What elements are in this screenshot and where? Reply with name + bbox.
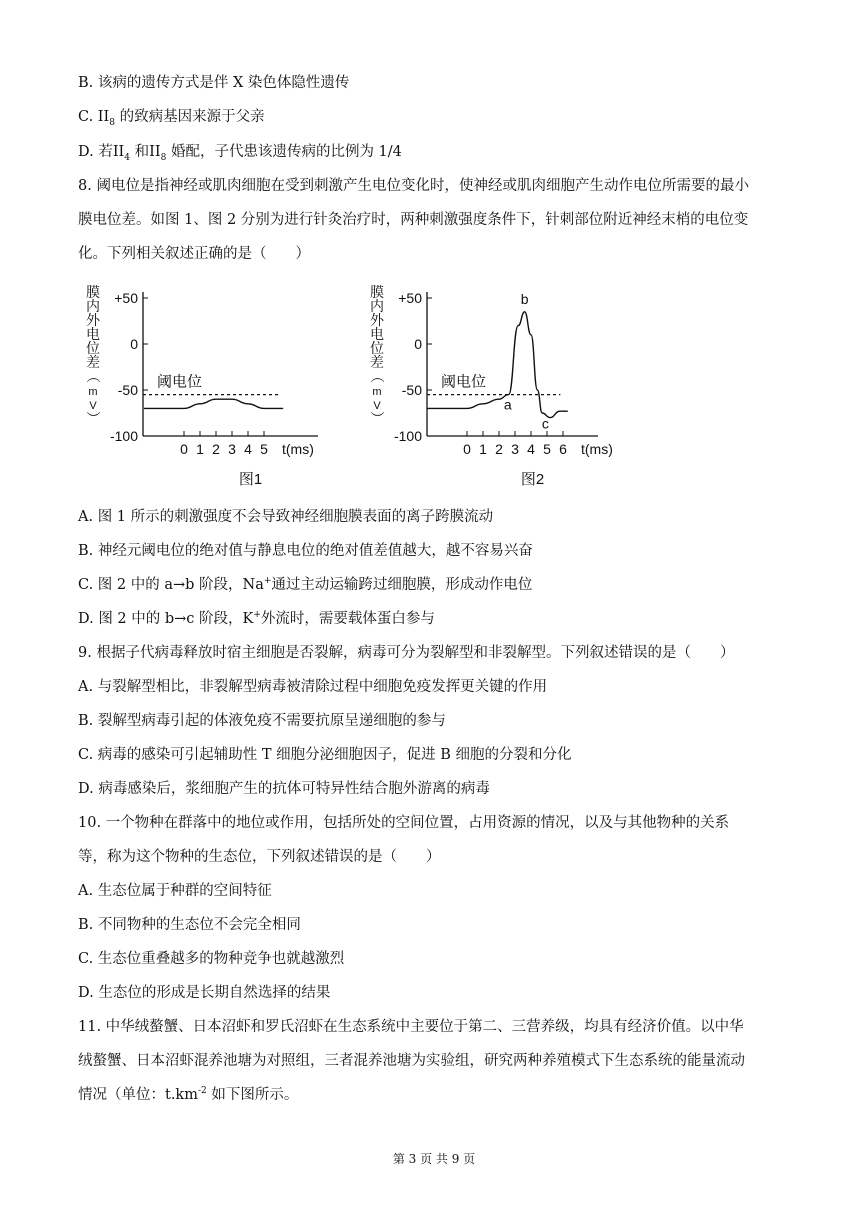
x-tick-label: 4 [527,441,535,457]
figure-caption: 图1 [238,471,263,488]
option-d-q9: D. 病毒感染后，浆细胞产生的抗体可特异性结合胞外游离的病毒 [78,781,490,797]
option-a-q10: A. 生态位属于种群的空间特征 [78,883,272,899]
y-axis-label-char: （ [369,369,385,383]
point-label-b: b [520,290,529,307]
option-c-q10: C. 生态位重叠越多的物种竞争也就越激烈 [78,951,345,967]
y-axis-label-char: 内 [370,298,384,314]
question-9: 9. 根据子代病毒释放时宿主细胞是否裂解，病毒可分为裂解型和非裂解型。下列叙述错误的是（ ） [78,645,735,661]
y-axis-label-char: 膜 [370,284,384,300]
y-axis-label-char: 差 [86,354,100,370]
option-a-q8: A. 图 1 所示的刺激强度不会导致神经细胞膜表面的离子跨膜流动 [78,509,494,525]
y-axis-label-char: （ [85,369,101,383]
subscript: 8 [160,152,167,163]
figure-caption: 图2 [520,471,545,488]
option-b-q10: B. 不同物种的生态位不会完全相同 [78,917,301,933]
question-8-line3: 化。下列相关叙述正确的是（ ） [78,246,310,262]
y-axis-label-char: 位 [370,340,384,356]
text: 如下图所示。 [206,1087,299,1103]
text: 和II [130,144,161,160]
x-tick-label: 5 [260,441,268,457]
y-tick-label: -100 [393,428,422,444]
y-axis-label-char: V [373,400,381,412]
y-axis-label-char: m [372,386,382,398]
y-axis-label-char: 外 [370,312,384,328]
y-axis-label-char: m [88,386,98,398]
x-unit-label: t(ms) [581,441,613,457]
option-d-q8 [78,609,435,629]
x-tick-label: 0 [180,441,188,457]
x-tick-label: 1 [196,441,204,457]
y-axis-label-char: 电 [86,326,100,342]
x-tick-label: 2 [495,441,503,457]
superscript: + [253,610,261,621]
x-tick-label: 4 [244,441,252,457]
text: C. II [78,109,110,125]
x-tick-label: 0 [463,441,471,457]
y-axis-label-char: 外 [86,312,100,328]
question-8-line2: 膜电位差。如图 1、图 2 分别为进行针灸治疗时，两种刺激强度条件下，针刺部位附近神经末梢的电位变 [78,212,749,228]
y-axis-label-char: 位 [86,340,100,356]
question-11-line2: 绒螯蟹、日本沼虾混养池塘为对照组，三者混养池塘为实验组，研究两种养殖模式下生态系统的能量流动 [78,1053,745,1069]
threshold-label: 阈电位 [157,373,203,391]
option-b-q9: B. 裂解型病毒引起的体液免疫不需要抗原呈递细胞的参与 [78,713,446,729]
y-tick-label: 0 [414,336,422,352]
y-axis-label-char: 内 [86,298,100,314]
option-d-q10: D. 生态位的形成是长期自然选择的结果 [78,985,331,1001]
y-tick-label: +50 [398,290,422,306]
point-label-a: a [503,396,512,413]
y-tick-label: +50 [114,290,138,306]
x-tick-label: 3 [228,441,236,457]
x-tick-label: 3 [511,441,519,457]
y-axis-label-char: ） [85,411,101,425]
option-a-q9: A. 与裂解型相比，非裂解型病毒被清除过程中细胞免疫发挥更关键的作用 [78,679,548,695]
potential-curve [144,399,283,408]
option-c-q9: C. 病毒的感染可引起辅助性 T 细胞分泌细胞因子，促进 B 细胞的分裂和分化 [78,747,572,763]
text: 外流时，需要载体蛋白参与 [260,611,435,627]
question-8-line1: 8. 阈电位是指神经或肌肉细胞在受到刺激产生电位变化时，使神经或肌肉细胞产生动作电位所需要的最小 [78,178,749,194]
y-axis-label-char: 电 [370,326,384,342]
question-11-line3 [78,1085,298,1105]
y-axis-label-char: 差 [370,354,384,370]
text: 通过主动运输跨过细胞膜，形成动作电位 [271,577,533,593]
text: 婚配，子代患该遗传病的比例为 1/4 [166,144,402,160]
text: C. 图 2 中的 a→b 阶段，Na [78,577,264,593]
subscript: 4 [124,152,131,163]
y-tick-label: -50 [117,382,138,398]
text: D. 图 2 中的 b→c 阶段，K [78,611,254,627]
y-axis-label-char: V [89,400,97,412]
question-10-line1: 10. 一个物种在群落中的地位或作用，包括所处的空间位置，占用资源的情况，以及与其他物种的关系 [78,815,730,831]
y-tick-label: 0 [130,336,138,352]
y-axis-label-char: ） [369,411,385,425]
y-tick-label: -100 [109,428,138,444]
subscript: 8 [109,117,115,128]
point-label-c: c [541,415,549,432]
superscript: -2 [197,1086,207,1097]
text: 情况（单位：t.km [78,1087,198,1103]
x-unit-label: t(ms) [282,441,314,457]
y-axis-label-char: 膜 [86,284,100,300]
x-tick-label: 2 [212,441,220,457]
question-11-line1: 11. 中华绒螯蟹、日本沼虾和罗氏沼虾在生态系统中主要位于第二、三营养级，均具有经济价值。以中华 [78,1019,744,1035]
potential-curve [427,312,568,418]
text: D. 若II [78,144,125,160]
page-footer: 第 3 页 共 9 页 [392,1152,476,1166]
text: 的致病基因来源于父亲 [115,109,265,125]
x-tick-label: 5 [543,441,551,457]
figure-2-chart [369,284,613,488]
question-10-line2: 等，称为这个物种的生态位，下列叙述错误的是（ ） [78,849,441,865]
option-c-q8 [78,575,532,595]
x-tick-label: 6 [559,441,567,457]
superscript: + [263,576,272,587]
x-tick-label: 1 [479,441,487,457]
threshold-label: 阈电位 [441,373,487,391]
y-tick-label: -50 [401,382,422,398]
option-b-q7: B. 该病的遗传方式是伴 X 染色体隐性遗传 [78,75,350,91]
option-b-q8: B. 神经元阈电位的绝对值与静息电位的绝对值差值越大，越不容易兴奋 [78,543,533,559]
